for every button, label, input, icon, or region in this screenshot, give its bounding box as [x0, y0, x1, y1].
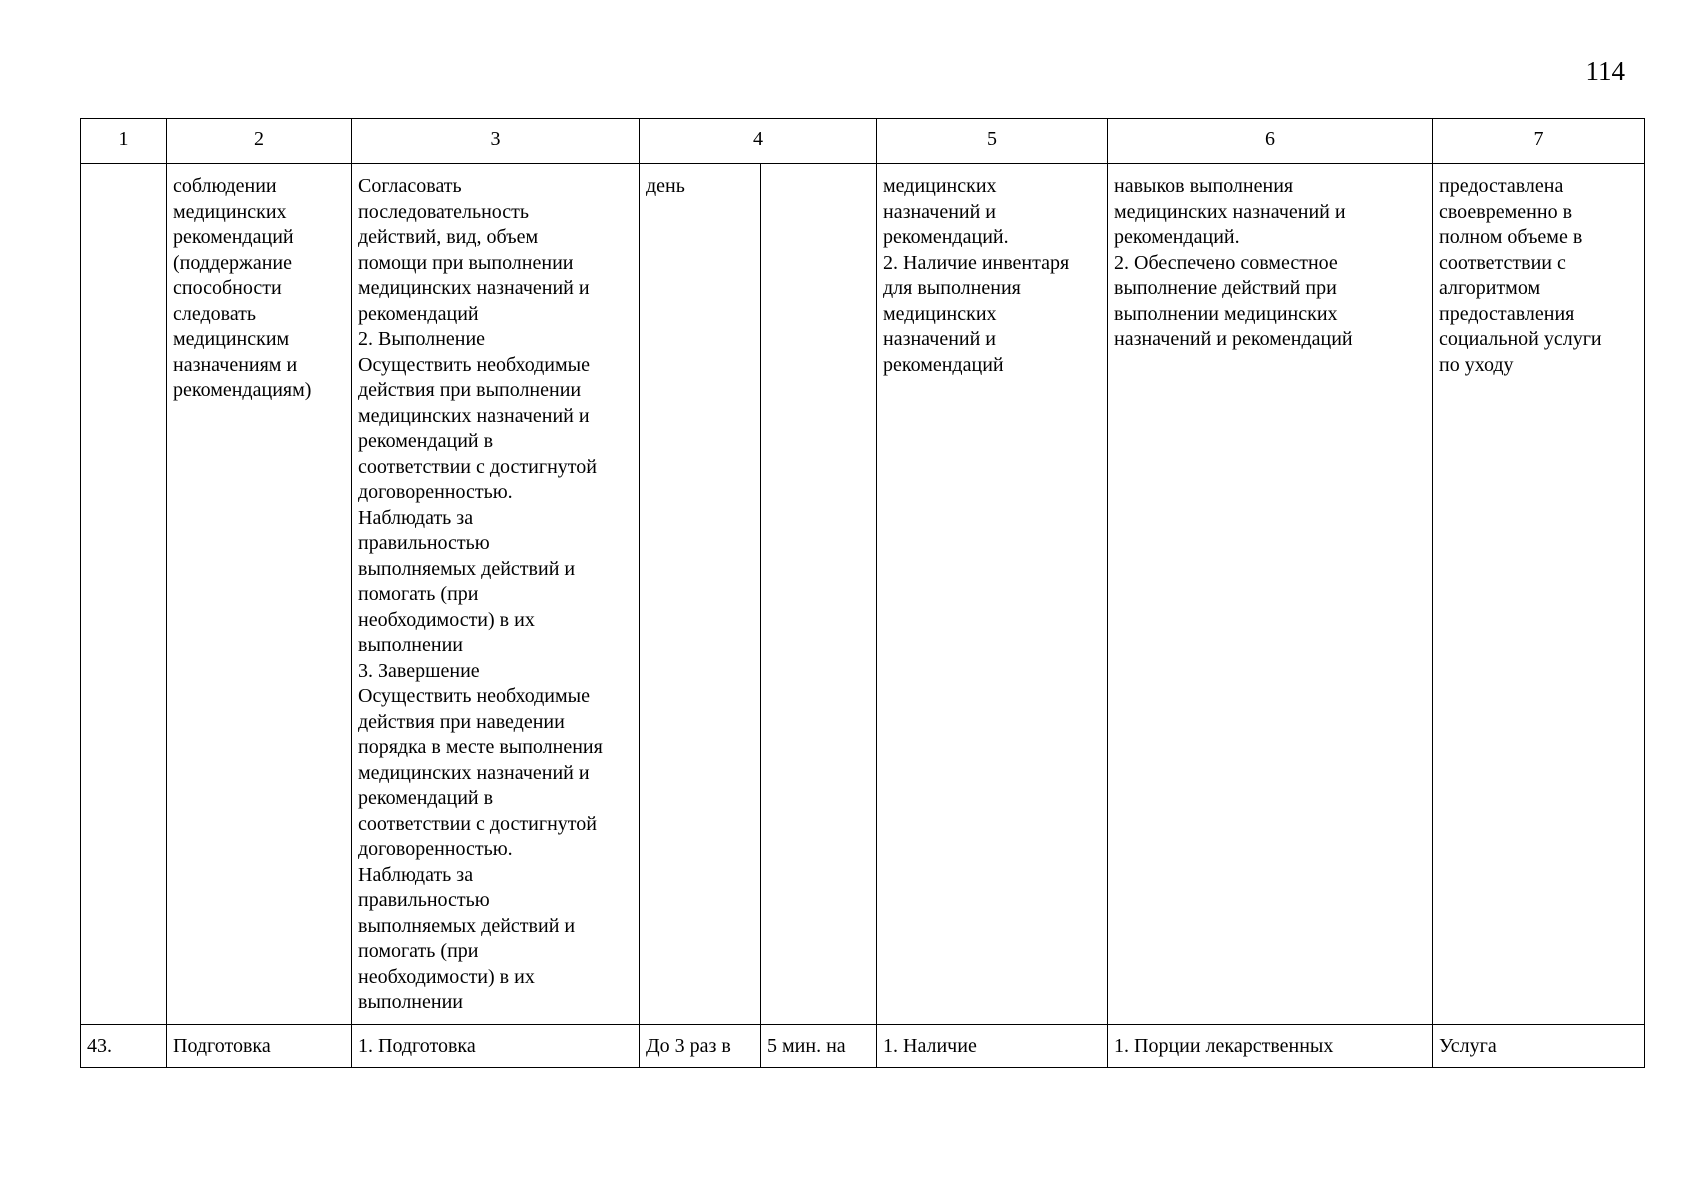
service-description: Согласовать последовательность действий, вид, объем помощи при выполнении медицинских назначений и рекомендаций 2. Выполнение Осуществить необходимые действия при выполнении медицинских назначений и рекомендаций в соответствии с достигнутой договоренностью. Наблюдать за правильностью выполняемых действий и помогать (при необходимости) в их выполнении 3. Завершение Осуществить необходимые действия при наведении порядка в месте выполнения медицинских назначений и рекомендаций в соответствии с достигнутой договоренностью. Наблюдать за правильностью выполняемых действий и помогать (при необходимости) в их выполнении — [358, 175, 603, 1013]
quality-cell — [1433, 1024, 1645, 1068]
results: навыков выполнения медицинских назначений и рекомендаций. 2. Обеспечено совместное выполнение действий при выполнении медицинских назначений и рекомендаций — [1114, 175, 1353, 350]
header-col-6: 6 — [1108, 119, 1433, 164]
frequency: До 3 раз в — [646, 1034, 731, 1057]
row-number-cell — [81, 164, 167, 1025]
frequency: день — [646, 175, 685, 197]
header-row — [81, 119, 1645, 164]
header-col-5: 5 — [877, 119, 1108, 164]
quality-cell — [1433, 164, 1645, 1025]
duration-cell — [761, 164, 877, 1025]
quality: предоставлена своевременно в полном объеме в соответствии с алгоритмом предоставления социальной услуги по уходу — [1439, 175, 1602, 376]
service-description-cell — [352, 1024, 640, 1068]
service-name-cell — [167, 1024, 352, 1068]
table-row — [81, 1024, 1645, 1068]
conditions: 1. Наличие — [883, 1034, 977, 1057]
service-name: соблюдении медицинских рекомендаций (поддержание способности следовать медицинским назначениям и рекомендациям) — [173, 175, 312, 401]
table-row — [81, 164, 1645, 1025]
row-number: 43. — [87, 1034, 112, 1057]
header-col-7: 7 — [1433, 119, 1645, 164]
results-cell — [1108, 1024, 1433, 1068]
header-col-4: 4 — [640, 119, 877, 164]
service-name: Подготовка — [173, 1034, 271, 1057]
header-col-1: 1 — [81, 119, 167, 164]
header-col-3: 3 — [352, 119, 640, 164]
frequency-cell — [640, 1024, 761, 1068]
conditions-cell — [877, 164, 1108, 1025]
results-cell — [1108, 164, 1433, 1025]
duration-cell — [761, 1024, 877, 1068]
services-table — [80, 118, 1645, 1068]
conditions: медицинских назначений и рекомендаций. 2. Наличие инвентаря для выполнения медицинских назначений и рекомендаций — [883, 175, 1070, 376]
row-number-cell — [81, 1024, 167, 1068]
frequency-cell — [640, 164, 761, 1025]
page-number: 114 — [1585, 56, 1625, 86]
header-col-2: 2 — [167, 119, 352, 164]
results: 1. Порции лекарственных — [1114, 1034, 1334, 1057]
quality: Услуга — [1439, 1034, 1497, 1057]
service-description: 1. Подготовка — [358, 1034, 476, 1057]
duration: 5 мин. на — [767, 1034, 846, 1057]
service-name-cell — [167, 164, 352, 1025]
service-description-cell — [352, 164, 640, 1025]
conditions-cell — [877, 1024, 1108, 1068]
